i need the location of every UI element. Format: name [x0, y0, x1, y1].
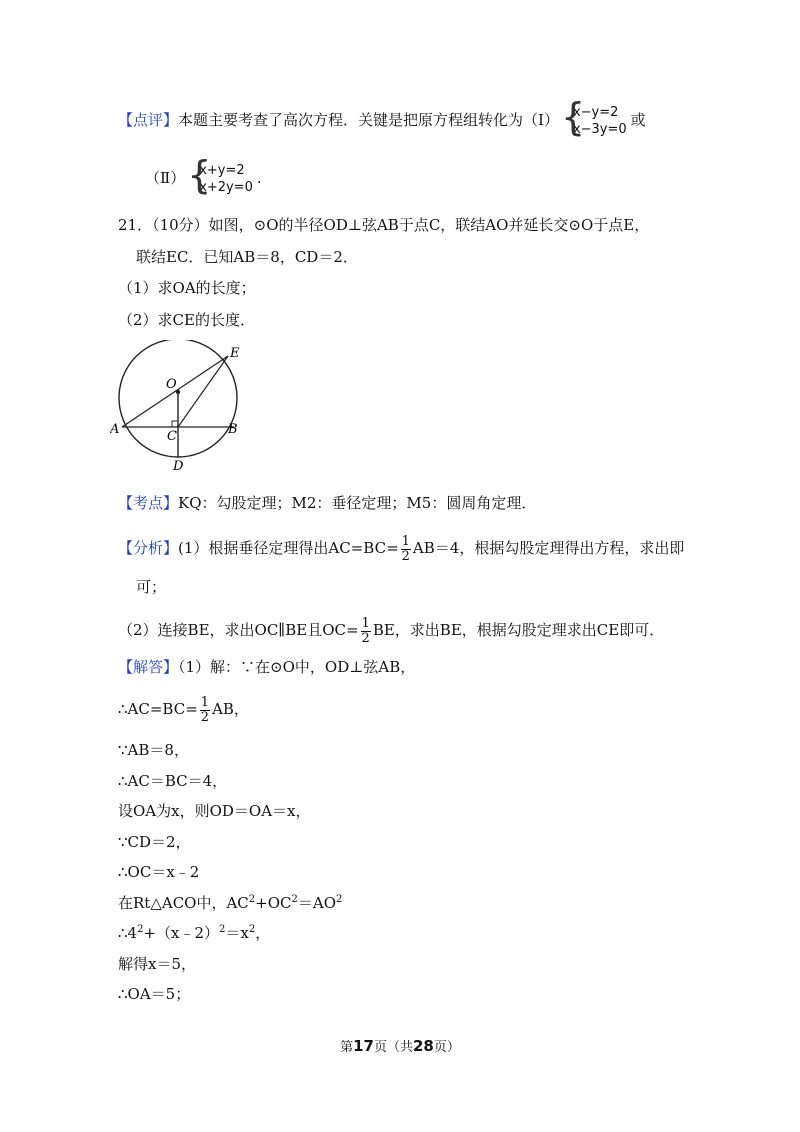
fraction-numerator: 1: [361, 615, 370, 631]
fenxi-line-1: [118, 533, 684, 564]
jieda-line-6: ∵CD＝2，: [118, 833, 191, 851]
page-footer: [0, 1036, 800, 1055]
jieda-tag: 【解答】: [118, 658, 179, 676]
jieda-step-1: （1）解：∵在⊙O中，OD⊥弦AB，: [178, 658, 416, 676]
kaodian-tag: 【考点】: [118, 494, 179, 512]
fenxi-tag: 【分析】: [118, 539, 179, 557]
fraction-denominator: 2: [200, 709, 210, 725]
jieda-line-7: ∴OC＝x﹣2: [118, 863, 200, 881]
fraction-half: [361, 617, 371, 646]
superscript: 2: [336, 894, 343, 905]
fenxi-text-1a: (1）根据垂径定理得出AC=BC=: [178, 539, 399, 557]
jieda-line-5: 设OA为x，则OD＝OA＝x，: [118, 802, 311, 820]
kaodian-text: KQ：勾股定理；M2：垂径定理；M5：圆周角定理．: [178, 494, 537, 512]
jieda-line-3: ∵AB＝8，: [118, 741, 189, 759]
fenxi-line-2: 可；: [136, 578, 167, 596]
label-o: O: [166, 377, 177, 392]
sys2-eq1: x+y=2: [199, 163, 245, 178]
jieda-step-9d: ，: [255, 924, 271, 942]
comment-line-1: [118, 95, 646, 139]
superscript: 2: [291, 894, 298, 905]
fraction-denominator: 2: [361, 630, 370, 646]
fenxi-text-3a: （2）连接BE，求出OC∥BE且OC=: [118, 621, 359, 639]
comment-text: 本题主要考查了高次方程．关键是把原方程组转化为（Ⅰ）: [178, 111, 559, 129]
footer-page-number: 17: [353, 1037, 374, 1055]
jieda-line-2: [118, 694, 249, 725]
footer-post: 页）: [433, 1040, 460, 1055]
jieda-step-9c: ＝x: [225, 924, 249, 942]
geometry-figure: [110, 340, 260, 475]
label-b: B: [228, 422, 238, 437]
sys1-eq2: x−3y=0: [572, 122, 627, 137]
fenxi-text-3b: BE，求出BE，根据勾股定理求出CE即可．: [372, 621, 665, 639]
fenxi-text-1b: AB＝4，根据勾股定理得出方程，求出即: [412, 539, 685, 557]
superscript: 2: [137, 924, 144, 935]
jieda-step-8c: ＝AO: [297, 894, 337, 912]
equation-system-2: [187, 153, 253, 197]
comment-end: .: [256, 169, 262, 187]
comment-label-2: （Ⅱ）: [145, 169, 186, 187]
fraction-numerator: 1: [200, 694, 210, 710]
comment-tag: 【点评】: [118, 111, 179, 129]
jieda-step-2b: AB，: [212, 700, 249, 718]
jieda-step-8a: 在Rt△ACO中，AC: [118, 894, 249, 912]
right-angle-mark: [172, 421, 178, 427]
equation-system-1: [560, 95, 627, 139]
fraction-half: [200, 696, 210, 725]
jieda-line-4: ∴AC＝BC＝4，: [118, 772, 228, 790]
label-a: A: [110, 422, 120, 437]
sys1-eq1: x−y=2: [572, 105, 619, 120]
brace-icon: {: [187, 153, 212, 197]
superscript: 2: [248, 894, 256, 905]
jieda-line-11: ∴OA＝5；: [118, 985, 191, 1003]
footer-mid: 页（共: [373, 1040, 413, 1055]
kaodian-line: [118, 492, 536, 514]
label-d: D: [173, 459, 184, 474]
superscript: 2: [248, 924, 256, 935]
jieda-step-2a: ∴AC=BC=: [118, 700, 198, 718]
fraction-half: [401, 535, 411, 564]
comment-line-2: [145, 153, 262, 197]
jieda-line-9: [118, 922, 270, 944]
comment-or: 或: [630, 111, 646, 129]
brace-icon: {: [560, 95, 586, 139]
footer-pre: 第: [340, 1040, 354, 1055]
jieda-line-8: [118, 892, 342, 914]
question-2: （2）求CE的长度．: [118, 311, 255, 329]
fraction-numerator: 1: [401, 533, 410, 549]
question-1: （1）求OA的长度；: [118, 279, 256, 297]
fenxi-line-3: [118, 615, 664, 646]
segment-ec: [178, 356, 228, 427]
sys2-eq2: x+2y=0: [199, 180, 253, 195]
jieda-line-1: [118, 656, 415, 678]
jieda-line-10: 解得x＝5，: [118, 955, 197, 973]
problem-line-1: 21．（10分）如图，⊙O的半径OD⊥弦AB于点C，联结AO并延长交⊙O于点E，: [118, 216, 650, 234]
jieda-step-9b: +（x﹣2）: [143, 924, 220, 942]
footer-total-pages: 28: [413, 1037, 434, 1055]
label-e: E: [230, 346, 240, 361]
jieda-step-9a: ∴4: [118, 924, 138, 942]
superscript: 2: [219, 924, 226, 935]
label-c: C: [167, 429, 177, 444]
problem-line-2: 联结EC．已知AB＝8，CD＝2．: [136, 248, 358, 266]
jieda-step-8b: +OC: [255, 894, 292, 912]
fraction-denominator: 2: [401, 548, 410, 564]
